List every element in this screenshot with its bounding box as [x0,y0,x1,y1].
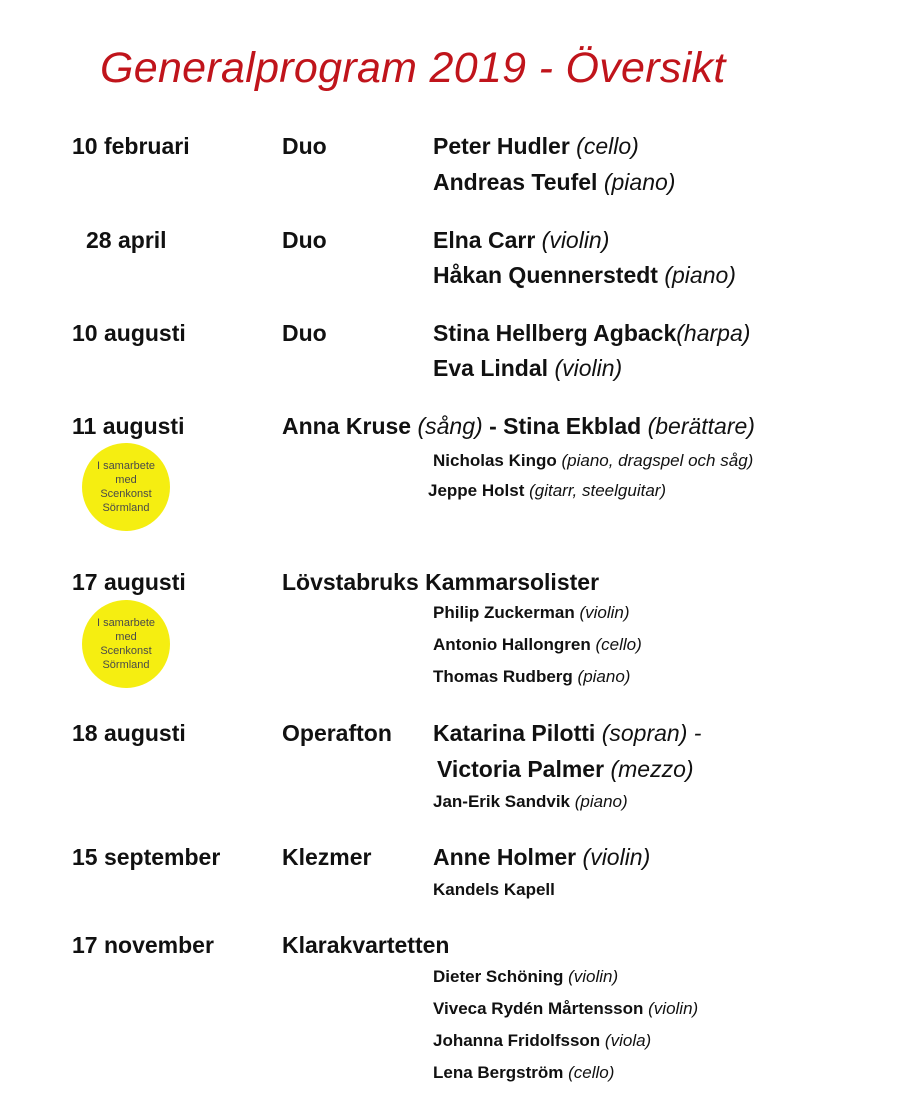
performer [433,720,701,747]
performer-role: (piano) [664,262,736,288]
performer-name: Nicholas Kingo [433,451,557,470]
headline-separator: - [482,413,504,439]
performer-role: (cello) [576,133,639,159]
performer-name: Philip Zuckerman [433,603,575,622]
performer-name: Jeppe Holst [428,481,525,500]
event-date: 28 april [86,227,167,253]
performer-role: (violin) [582,844,651,870]
event-type: Duo [282,227,327,253]
event-type: Klezmer [282,844,372,870]
performer-name: Elna Carr [433,227,536,253]
performer-role: (violin) [579,603,630,622]
performer [433,1031,651,1051]
performer-name: Stina Ekblad [503,413,642,439]
performer [433,262,736,289]
badge-line: Scenkonst [100,645,152,657]
performer-role: (sopran) - [601,720,702,746]
performer-role: (gitarr, steelguitar) [529,481,667,500]
event-headline [282,413,755,440]
performer-role: (harpa) [676,320,751,346]
performer [433,227,609,254]
performer-role: (viola) [604,1031,652,1050]
event-type: Duo [282,320,327,346]
performer-role: (violin) [568,967,619,986]
performer-role: (violin) [554,355,623,381]
event-date: 15 september [72,844,221,870]
event-date: 11 augusti [72,413,185,439]
performer-name: Victoria Palmer [437,756,605,782]
event-date: 17 augusti [72,569,186,595]
performer [433,635,642,655]
performer-name: Antonio Hallongren [433,635,591,654]
performer [433,844,650,871]
performer [433,451,753,471]
performer-name: Eva Lindal [433,355,549,381]
collaboration-badge [82,443,170,531]
badge-line: I samarbete [96,460,156,472]
event-type: Klarakvartetten [282,932,450,958]
badge-line: med [115,631,137,643]
performer-role: (piano) [574,792,628,811]
performer [433,967,618,987]
performer-role: (cello) [595,635,642,654]
performer-name: Peter Hudler [433,133,570,159]
performer [437,756,694,783]
performer-role: (piano) [577,667,631,686]
page-title: Generalprogram 2019 - Översikt [100,44,726,92]
performer-name: Anna Kruse [282,413,412,439]
performer-name: Anne Holmer [433,844,577,870]
performer-role: (cello) [568,1063,615,1082]
performer [433,999,698,1019]
performer-name: Dieter Schöning [433,967,564,986]
event-date: 18 augusti [72,720,186,746]
collaboration-badge [82,600,170,688]
event-type: Lövstabruks Kammarsolister [282,569,600,595]
performer-name: Thomas Rudberg [433,667,573,686]
badge-line: I samarbete [96,617,156,629]
performer-name: Stina Hellberg Agback [433,320,677,346]
badge-line: med [115,474,137,486]
badge-line: Sörmland [102,659,150,671]
event-date: 10 augusti [72,320,186,346]
performer [433,1063,614,1083]
performer [433,169,675,196]
badge-line: Scenkonst [100,488,152,500]
badge-line: Sörmland [102,502,150,514]
performer [428,481,666,501]
performer [433,355,622,382]
performer [433,667,630,687]
performer-name: Andreas Teufel [433,169,598,195]
performer-role: (sång) [417,413,483,439]
performer-name: Lena Bergström [433,1063,564,1082]
performer-name: Jan-Erik Sandvik [433,792,571,811]
performer-role: (piano, dragspel och såg) [561,451,754,470]
performer-role: (mezzo) [610,756,694,782]
performer-name: Kandels Kapell [433,880,555,899]
performer [433,320,750,347]
performer-role: (violin) [648,999,699,1018]
performer-name: Viveca Rydén Mårtensson [433,999,644,1018]
performer [433,603,630,623]
performer [433,880,555,900]
performer-role: (violin) [541,227,610,253]
performer [433,792,628,812]
event-date: 17 november [72,932,214,958]
performer-name: Johanna Fridolfsson [433,1031,601,1050]
performer [433,133,639,160]
event-date: 10 februari [72,133,190,159]
performer-role: (berättare) [647,413,755,439]
event-type: Operafton [282,720,392,746]
performer-role: (piano) [603,169,676,195]
performer-name: Håkan Quennerstedt [433,262,658,288]
performer-name: Katarina Pilotti [433,720,596,746]
event-type: Duo [282,133,327,159]
